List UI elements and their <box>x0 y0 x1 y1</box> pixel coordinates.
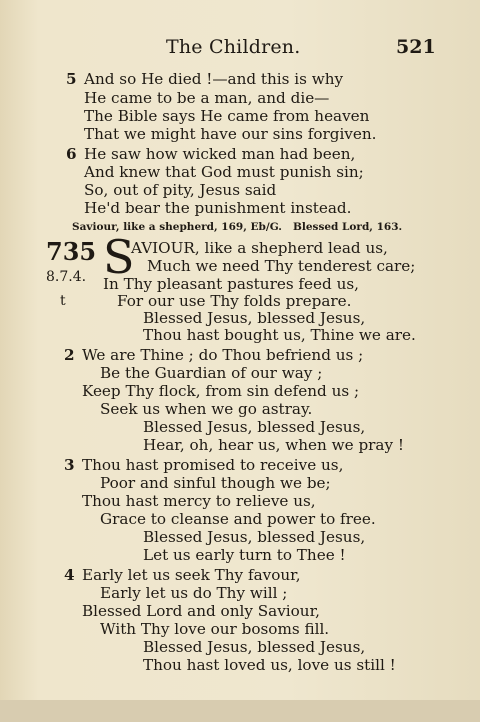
hymn-line: And so He died !—and this is why <box>84 70 344 88</box>
hymn-line: AVIOUR, like a shepherd lead us, <box>131 239 388 257</box>
hymn-meter: 8.7.4. <box>46 269 87 285</box>
hymn-line: Thou hast mercy to relieve us, <box>82 492 316 510</box>
hymn-line: For our use Thy folds prepare. <box>117 292 352 310</box>
hymn-line: He came to be a man, and die— <box>84 89 330 107</box>
tune-reference: Blessed Lord, 163. <box>293 221 403 233</box>
hymn-line: We are Thine ; do Thou befriend us ; <box>82 346 364 364</box>
hymn-mark: t <box>60 293 66 309</box>
tune-reference: Saviour, like a shepherd, 169, Eb/G. <box>72 221 282 233</box>
hymn-line: With Thy love our bosoms fill. <box>100 620 330 638</box>
hymn-line: Keep Thy flock, from sin defend us ; <box>82 382 360 400</box>
hymn-line: Thou hast bought us, Thine we are. <box>143 326 416 344</box>
hymn-line: Blessed Jesus, blessed Jesus, <box>143 638 366 656</box>
page-title: The Children. <box>166 36 301 58</box>
hymn-line: He'd bear the punishment instead. <box>84 199 352 217</box>
hymn-line: So, out of pity, Jesus said <box>84 181 277 199</box>
hymn-line: The Bible says He came from heaven <box>84 107 370 125</box>
page-header <box>0 36 480 64</box>
hymn-line: Early let us do Thy will ; <box>100 584 288 602</box>
hymn-line: Early let us seek Thy favour, <box>82 566 301 584</box>
hymn-line: Blessed Jesus, blessed Jesus, <box>143 418 366 436</box>
hymn-line: Poor and sinful though we be; <box>100 474 331 492</box>
page-number: 521 <box>396 36 436 58</box>
drop-cap: S <box>103 230 135 284</box>
hymn-line: Let us early turn to Thee ! <box>143 546 346 564</box>
hymn-line: Much we need Thy tenderest care; <box>147 257 416 275</box>
verse-number: 6 <box>66 145 77 163</box>
verse-number: 2 <box>64 346 75 364</box>
hymn-line: That we might have our sins forgiven. <box>84 125 377 143</box>
hymn-line: Thou hast loved us, love us still ! <box>143 656 396 674</box>
hymn-line: Blessed Jesus, blessed Jesus, <box>143 309 366 327</box>
hymn-line: Hear, oh, hear us, when we pray ! <box>143 436 404 454</box>
verse-number: 4 <box>64 566 75 584</box>
hymn-number: 735 <box>46 237 97 266</box>
hymn-line: And knew that God must punish sin; <box>84 163 364 181</box>
hymn-line: Thou hast promised to receive us, <box>82 456 344 474</box>
hymn-line: Be the Guardian of our way ; <box>100 364 323 382</box>
hymn-line: He saw how wicked man had been, <box>84 145 356 163</box>
verse-number: 3 <box>64 456 75 474</box>
verse-number: 5 <box>66 70 77 88</box>
hymn-line: Grace to cleanse and power to free. <box>100 510 376 528</box>
hymn-line: In Thy pleasant pastures feed us, <box>103 275 359 293</box>
page-bottom-edge <box>0 700 480 722</box>
hymn-line: Seek us when we go astray. <box>100 400 313 418</box>
hymn-line: Blessed Lord and only Saviour, <box>82 602 320 620</box>
hymn-line: Blessed Jesus, blessed Jesus, <box>143 528 366 546</box>
